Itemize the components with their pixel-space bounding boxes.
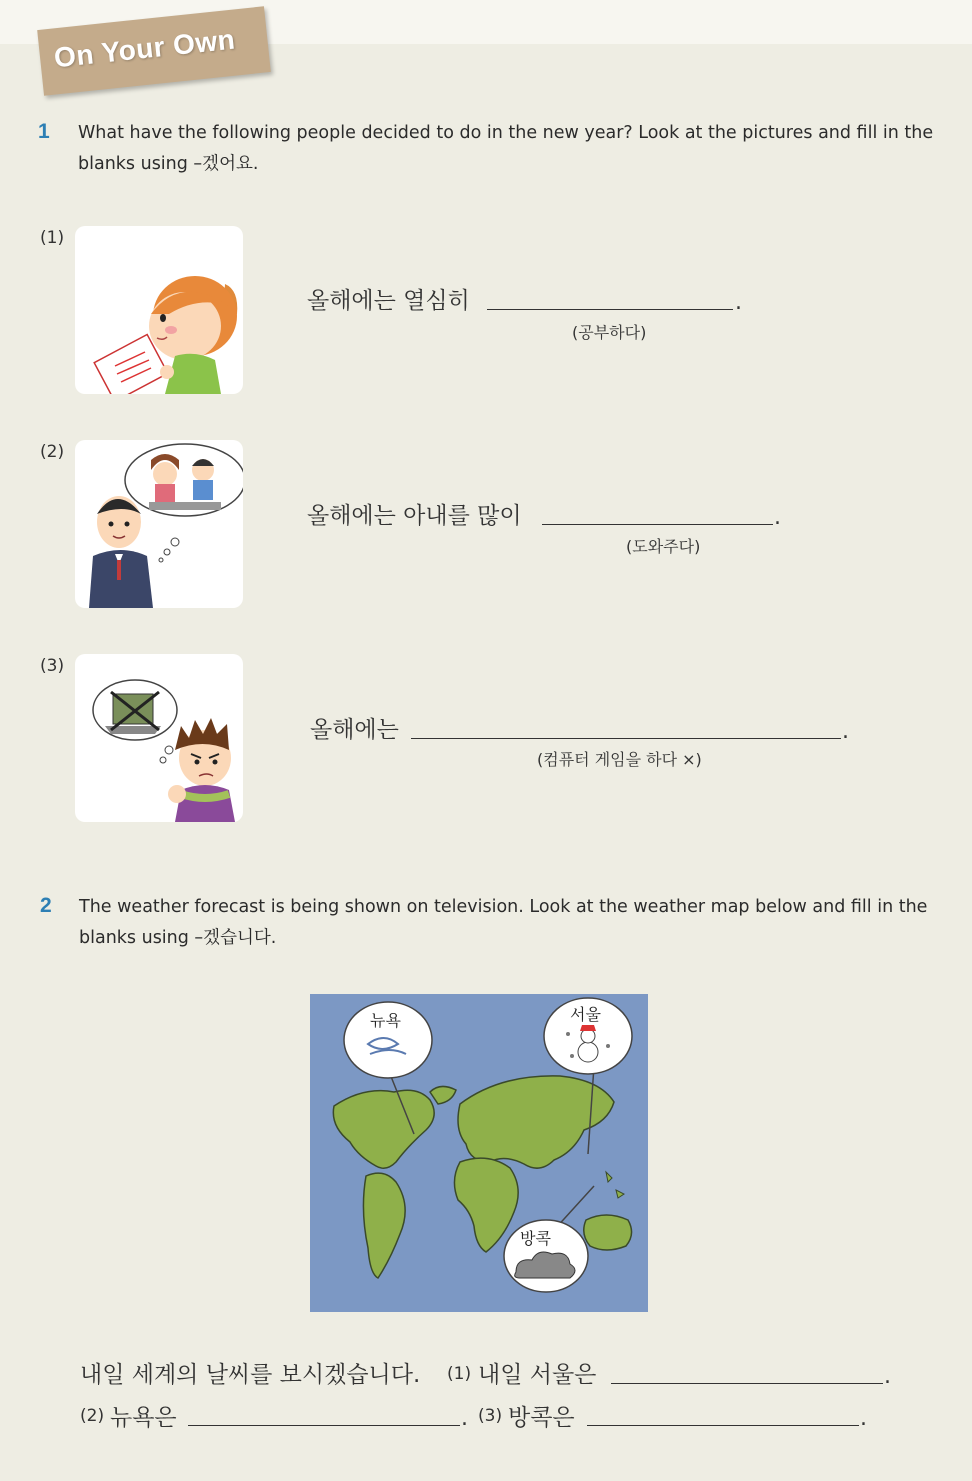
item-1-picture xyxy=(75,226,243,394)
item-2-period: . xyxy=(774,505,781,530)
blank-2-number: (2) xyxy=(80,1406,105,1426)
question-1-text xyxy=(78,118,933,180)
section-title: On Your Own xyxy=(52,23,237,74)
boy-no-games-illustration xyxy=(75,654,243,822)
map-label-newyork: 뉴욕 xyxy=(370,1011,401,1030)
bangkok-sentence: 방콕은 xyxy=(508,1405,575,1431)
world-map-graphic xyxy=(310,994,648,1312)
item-3-period: . xyxy=(842,719,849,744)
item-2-picture xyxy=(75,440,243,608)
item-1-hint: (공부하다) xyxy=(572,323,647,342)
question-1-line-2: blanks using –겠어요. xyxy=(78,154,259,174)
item-3-picture xyxy=(75,654,243,822)
item-3-hint: (컴퓨터 게임을 하다 ×) xyxy=(537,750,702,769)
seoul-answer-blank[interactable] xyxy=(611,1383,883,1384)
question-2-text xyxy=(79,892,927,954)
item-3-sentence: 올해에는 xyxy=(310,717,399,743)
weather-map xyxy=(310,994,648,1312)
blank-1-number: (1) xyxy=(447,1364,472,1384)
newyork-sentence: 뉴욕은 xyxy=(110,1405,177,1431)
husband-thinking-illustration xyxy=(75,440,243,608)
item-1-number: (1) xyxy=(40,228,65,248)
item-3-answer-blank[interactable] xyxy=(411,738,841,739)
item-2-hint: (도와주다) xyxy=(626,537,701,556)
question-2-line-1: The weather forecast is being shown on television. Look at the weather map below and fill in the xyxy=(79,897,928,917)
girl-studying-illustration xyxy=(75,226,243,394)
item-3-number: (3) xyxy=(40,656,65,676)
question-1-number: 1 xyxy=(38,120,50,143)
seoul-period: . xyxy=(884,1364,891,1389)
bangkok-period: . xyxy=(860,1406,867,1431)
seoul-sentence: 내일 서울은 xyxy=(478,1362,597,1388)
blank-3-number: (3) xyxy=(478,1406,503,1426)
forecast-intro: 내일 세계의 날씨를 보시겠습니다. xyxy=(80,1362,421,1388)
question-2-line-2: blanks using –겠습니다. xyxy=(79,928,277,948)
newyork-period: . xyxy=(461,1406,468,1431)
item-1-sentence: 올해에는 열심히 xyxy=(307,288,470,314)
item-2-number: (2) xyxy=(40,442,65,462)
question-1-line-1: What have the following people decided to do in the new year? Look at the pictures and fill in the xyxy=(78,123,934,143)
item-2-sentence: 올해에는 아내를 많이 xyxy=(307,503,522,529)
item-1-period: . xyxy=(735,290,742,315)
item-1-answer-blank[interactable] xyxy=(487,309,733,310)
bangkok-answer-blank[interactable] xyxy=(587,1425,859,1426)
map-label-bangkok: 방콕 xyxy=(520,1229,551,1248)
newyork-answer-blank[interactable] xyxy=(188,1425,460,1426)
map-label-seoul: 서울 xyxy=(570,1005,601,1024)
item-2-answer-blank[interactable] xyxy=(542,524,773,525)
question-2-number: 2 xyxy=(40,894,52,917)
